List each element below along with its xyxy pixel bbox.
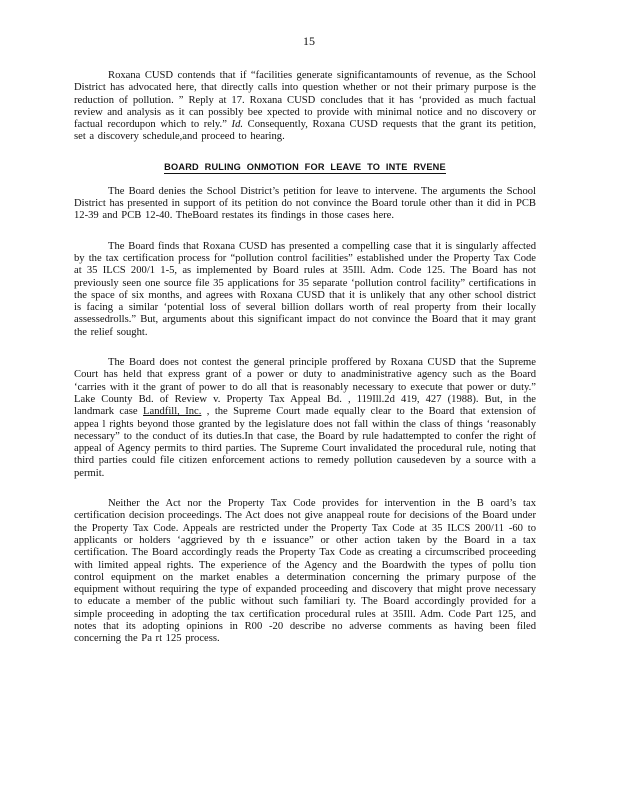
paragraph-text-continued: , the Supreme Court made equally clear to the Board that extension of appea l rights beyond those granted by the legislature does not fall within the class of things ‘reasonably necessary” to the conduct of its duties.In that case, the Board by rule hadattempted to confer the right of appeal of Agency permits to third parties. The Supreme Court invalidated the procedural rule, noting that third parties could file citizen enforcement actions to remedy pollution causedeven by a source with a permit. — [74, 406, 536, 479]
paragraph-roxana-contends — [74, 70, 536, 144]
citation-id: Id. — [231, 119, 244, 131]
case-name: Landfill, Inc. — [143, 406, 202, 418]
section-heading — [74, 162, 536, 172]
paragraph-text: The Board does not contest the general principle proffered by Roxana CUSD that the Supreme Court has held that express grant of a power or duty to anadministrative agency such as the Board ‘carries with it the grant of power to do all that is reasonably necessary to execute that power or duty.” Lake County Bd. of Review v. Property Tax Appeal Bd. , 119Ill.2d 419, 427 (1988). But, in the landmark case — [74, 357, 536, 418]
document-body — [74, 70, 536, 664]
paragraph-neither-act: Neither the Act nor the Property Tax Code provides for intervention in the B oard’s tax certification decision proceedings. The Act does not give anappeal route for decisions of the Board under the Property Tax Code. Appeals are restricted under the Property Tax Code at 35 ILCS 200/11 -60 to applicants or holders ‘aggrieved by th e issuance” or other action taken by the Board in a tax certification. The Board accordingly reads the Property Tax Code as creating a circumscribed proceeding with limited appeal rights. The experience of the Agency and the Boardwith the types of pollu tion control equipment on the market enables a determination concerning the primary purpose of the equipment without requiring the type of expanded proceeding and discovery that might prove necessary to educate a member of the public without such familiari ty. The Board accordingly provided for a simple proceeding in adopting the tax certification procedural rules at 35Ill. Adm. Code Part 125, and notes that its adopting opinions in R00 -20 describe no adverse comments as having been filed concerning the Pa rt 125 process. — [74, 498, 536, 645]
paragraph-board-denies: The Board denies the School District’s petition for leave to intervene. The arguments the School District has presented in support of its petition do not convince the Board torule other than it did in PCB 12-39 and PCB 12-40. TheBoard restates its findings in those cases here. — [74, 185, 536, 222]
paragraph-board-finds: The Board finds that Roxana CUSD has presented a compelling case that it is singularly affected by the tax certification process for “pollution control facilities” established under the Property Tax Code at 35 ILCS 200/1 1-5, as implemented by Board rules at 35Ill. Adm. Code 125. The Board has not previously seen one source file 35 applications for 35 separate ‘pollution control facility” certifications in the space of six months, and agrees with Roxana CUSD that it is unlikely that any other school district is facing a similar ‘potential loss of several billion dollars worth of real property from their locally assessedrolls.” But, arguments about this significant impact do not convince the Board that it may grant the relief sought. — [74, 240, 536, 338]
page-number: 15 — [303, 34, 315, 48]
paragraph-text-continued: Consequently, Roxana CUSD requests that the grant its petition, set a discovery schedule,and proceed to hearing. — [74, 119, 536, 143]
paragraph-text: Roxana CUSD contends that if “facilities generate significantamounts of revenue, as the School District has advocated here, that directly calls into question whether or not their primary purpose is the reduction of pollution. ” Reply at 17. Roxana CUSD concludes that it has ‘provided as much factual review and analysis as it can possibly bee xpected to provide with minimal notice and no discovery or factual recordupon which to rely.” — [74, 70, 536, 131]
paragraph-board-does-not-contest — [74, 357, 536, 480]
section-heading-text: BOARD RULING ONMOTION FOR LEAVE TO INTE RVENE — [164, 161, 446, 172]
